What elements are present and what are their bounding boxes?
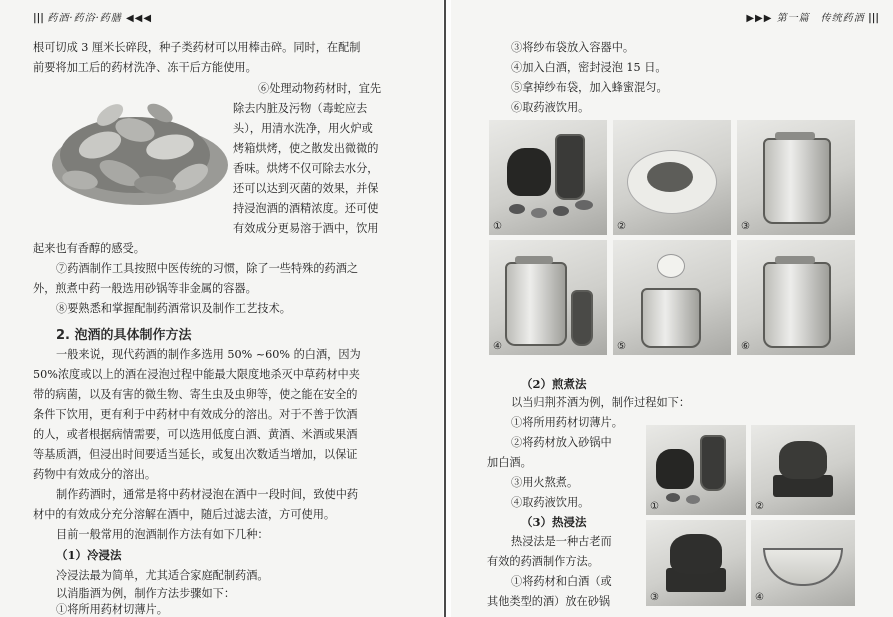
text-line: ①将药材和白酒（或: [511, 575, 612, 588]
text-line: ④取药液饮用。: [511, 496, 590, 509]
right-page: [451, 0, 893, 617]
header-arrows: ▶▶▶: [746, 13, 773, 24]
text-line: ④加入白酒，密封浸泡 15 日。: [511, 61, 667, 74]
text-line: ⑤拿掉纱布袋，加入蜂蜜混匀。: [511, 81, 668, 94]
photo-label: ①: [493, 221, 502, 232]
decoction-photo-2: [751, 425, 855, 515]
step-photo-4: [489, 240, 607, 355]
photo-label: ①: [650, 501, 659, 512]
step-photo-3: [737, 120, 855, 235]
text-line: ①将所用药材切薄片。: [56, 603, 168, 616]
photo-label: ②: [755, 501, 764, 512]
step-photo-1: [489, 120, 607, 235]
photo-label: ④: [493, 341, 502, 352]
photo-label: ③: [650, 592, 659, 603]
decoction-photo-3: [646, 520, 746, 606]
text-line: 头），用清水洗净，用火炉或: [233, 122, 373, 135]
text-line: 材中的有效成分充分溶解在酒中，随后过滤去渣，方可使用。: [33, 508, 336, 521]
photo-label: ②: [617, 221, 626, 232]
text-line: 等基质酒，但浸出时间要适当延长，或复出次数适当增加，以保证: [33, 448, 358, 461]
text-line: 药物中有效成分的溶出。: [33, 468, 157, 481]
step-photo-2: [613, 120, 731, 235]
photo-label: ③: [741, 221, 750, 232]
text-line: 热浸法是一种古老而: [511, 535, 612, 548]
text-line: 除去内脏及污物（毒蛇应去: [233, 102, 368, 115]
subsection-title: （3）热浸法: [521, 515, 587, 529]
herb-slices-photo: [40, 85, 230, 215]
text-line: ③用火熬煮。: [511, 476, 579, 489]
left-page: [0, 0, 443, 617]
subsection-title: （2）煎煮法: [521, 377, 587, 391]
text-line: 还可以达到灭菌的效果，并保: [233, 182, 379, 195]
text-line: 起来也有香醇的感受。: [33, 242, 145, 255]
right-running-header: [746, 9, 879, 24]
text-line: ③将纱布袋放入容器中。: [511, 41, 635, 54]
text-line: 有效成分更易溶于酒中，饮用: [233, 222, 379, 235]
text-line: 持浸泡酒的酒精浓度。还可使: [233, 202, 379, 215]
text-line: ②将药材放入砂锅中: [511, 436, 612, 449]
text-line: 根可切成 3 厘米长碎段，种子类药材可以用棒击碎。同时，在配制: [33, 41, 361, 54]
photo-label: ⑥: [741, 341, 750, 352]
text-line: 外，煎煮中药一般选用砂锅等非金属的容器。: [33, 282, 257, 295]
photo-label: ⑤: [617, 341, 626, 352]
text-line: ⑥取药液饮用。: [511, 101, 590, 114]
section-title: 2. 泡酒的具体制作方法: [56, 328, 192, 343]
text-line: 加白酒。: [487, 456, 532, 469]
header-title: 药酒·药浴·药膳: [47, 13, 122, 24]
text-line: 前要将加工后的药材洗净、冻干后方能使用。: [33, 61, 257, 74]
subsection-title: （1）冷浸法: [56, 548, 122, 562]
text-line: ⑧要熟悉和掌握配制药酒常识及制作工艺技术。: [56, 302, 291, 315]
text-line: 的人，或者根据病情需要，可以选用低度白酒、黄酒、米酒或果酒: [33, 428, 358, 441]
header-arrows: ◀◀◀: [125, 13, 153, 24]
page-divider: [444, 0, 446, 617]
header-bars: |||: [33, 13, 48, 24]
photo-label: ④: [755, 592, 764, 603]
text-line: 以当归荆芥酒为例，制作过程如下：: [511, 396, 691, 409]
text-line: 目前一般常用的泡酒制作方法有如下几种：: [56, 528, 269, 541]
text-line: ①将所用药材切薄片。: [511, 416, 623, 429]
text-line: ⑥处理动物药材时，宜先: [258, 82, 382, 95]
text-line: 带的病菌，以及有害的微生物、寄生虫及虫卵等，使之能在安全的: [33, 388, 358, 401]
header-bars: |||: [864, 13, 879, 24]
text-line: 香味。烘烤不仅可除去水分，: [233, 162, 379, 175]
text-line: 以消脂酒为例，制作方法步骤如下：: [56, 587, 236, 600]
header-title: 第一篇 传统药酒: [776, 13, 865, 24]
text-line: 烤箱烘烤，使之散发出微微的: [233, 142, 379, 155]
left-running-header: [33, 9, 152, 24]
decoction-photo-1: [646, 425, 746, 515]
text-line: 制作药酒时，通常是将中药材浸泡在酒中一段时间，致使中药: [56, 488, 359, 501]
text-line: 50%浓度或以上的酒在浸泡过程中能最大限度地杀灭中草药材中夹: [33, 368, 360, 381]
text-line: 一般来说，现代药酒的制作多选用 50% ~60% 的白酒，因为: [56, 348, 361, 361]
text-line: 冷浸法最为简单，尤其适合家庭配制药酒。: [56, 569, 269, 582]
step-photo-6: [737, 240, 855, 355]
decoction-photo-4: [751, 520, 855, 606]
step-photo-5: [613, 240, 731, 355]
text-line: ⑦药酒制作工具按照中医传统的习惯，除了一些特殊的药酒之: [56, 262, 359, 275]
text-line: 其他类型的酒）放在砂锅: [487, 595, 611, 608]
text-line: 条件下饮用，更有利于中药材中有效成分的溶出。对于不善于饮酒: [33, 408, 358, 421]
text-line: 有效的药酒制作方法。: [487, 555, 599, 568]
